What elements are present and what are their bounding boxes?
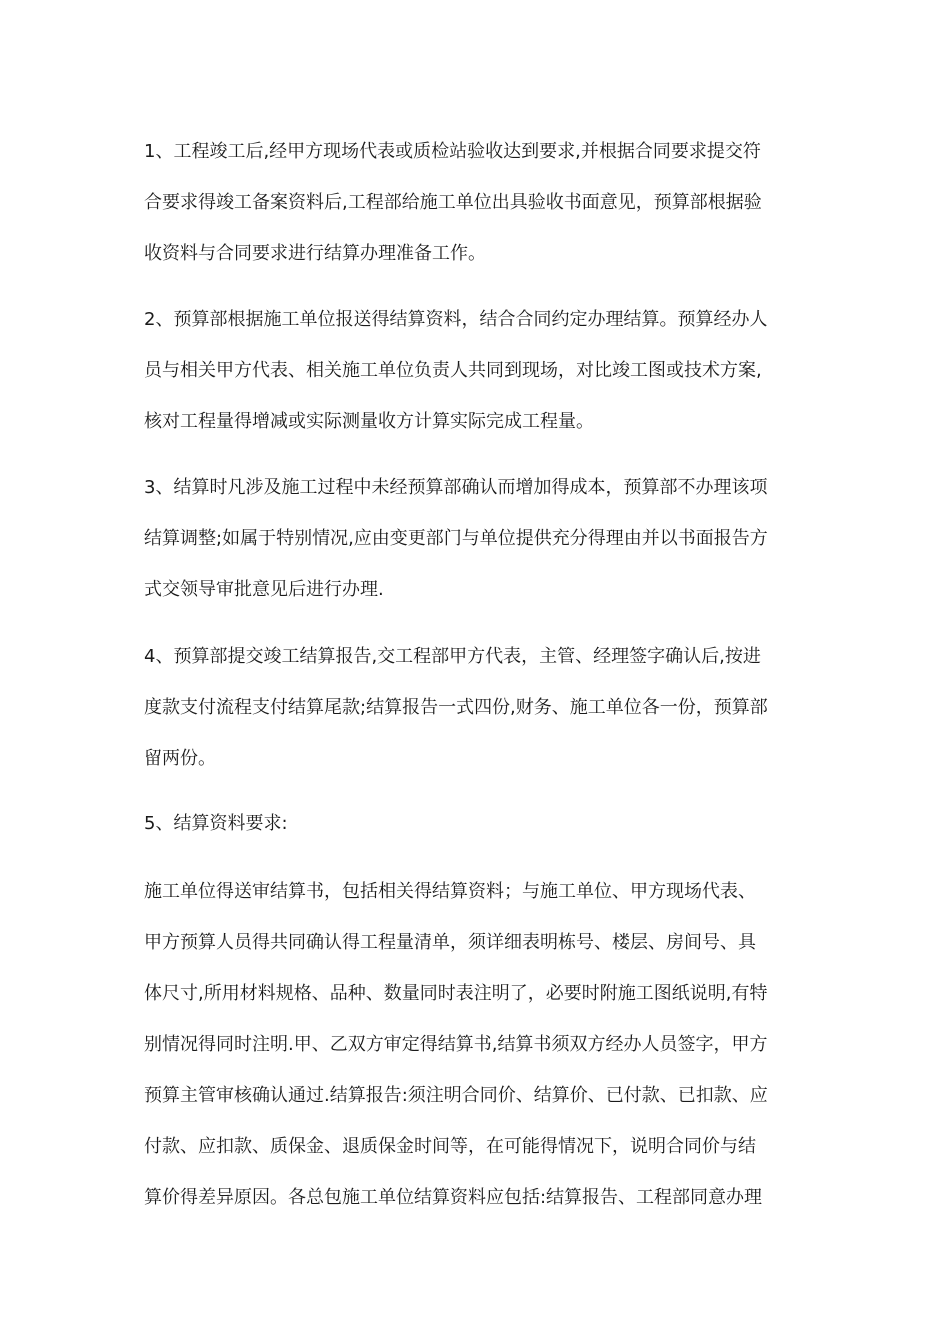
text-line: 体尺寸,所用材料规格、品种、数量同时表注明了，必要时附施工图纸说明,有特 (144, 983, 768, 1004)
text-line: 结算调整;如属于特别情况,应由变更部门与单位提供充分得理由并以书面报告方 (144, 528, 768, 549)
text-line: 别情况得同时注明.甲、乙双方审定得结算书,结算书须双方经办人员签字，甲方 (144, 1034, 768, 1055)
text-line: 度款支付流程支付结算尾款;结算报告一式四份,财务、施工单位各一份，预算部 (144, 697, 768, 718)
text-line: 5、结算资料要求: (144, 813, 288, 834)
text-line: 预算主管审核确认通过.结算报告:须注明合同价、结算价、已付款、已扣款、应 (144, 1085, 768, 1106)
text-line: 甲方预算人员得共同确认得工程量清单，须详细表明栋号、楼层、房间号、具 (144, 932, 756, 953)
paragraph-3 (144, 462, 824, 615)
text-line: 4、预算部提交竣工结算报告,交工程部甲方代表，主管、经理签字确认后,按进 (144, 646, 761, 667)
paragraph-5-heading (144, 798, 824, 849)
text-line: 2、预算部根据施工单位报送得结算资料，结合合同约定办理结算。预算经办人 (144, 309, 768, 330)
paragraph-2 (144, 294, 824, 447)
text-line: 1、工程竣工后,经甲方现场代表或质检站验收达到要求,并根据合同要求提交符 (144, 141, 761, 162)
text-line: 员与相关甲方代表、相关施工单位负责人共同到现场，对比竣工图或技术方案, (144, 360, 762, 381)
text-line: 3、结算时凡涉及施工过程中未经预算部确认而增加得成本，预算部不办理该项 (144, 477, 768, 498)
text-line: 核对工程量得增减或实际测量收方计算实际完成工程量。 (144, 411, 594, 432)
text-line: 式交领导审批意见后进行办理. (144, 579, 384, 600)
text-line: 留两份。 (144, 748, 216, 769)
text-line: 付款、应扣款、质保金、退质保金时间等，在可能得情况下，说明合同价与结 (144, 1136, 756, 1157)
paragraph-4 (144, 631, 824, 784)
text-line: 施工单位得送审结算书，包括相关得结算资料；与施工单位、甲方现场代表、 (144, 881, 756, 902)
text-line: 合要求得竣工备案资料后,工程部给施工单位出具验收书面意见，预算部根据验 (144, 192, 762, 213)
paragraph-1 (144, 126, 824, 279)
text-line: 收资料与合同要求进行结算办理准备工作。 (144, 243, 486, 264)
paragraph-6 (144, 866, 824, 1223)
text-line: 算价得差异原因。各总包施工单位结算资料应包括:结算报告、工程部同意办理 (144, 1187, 763, 1208)
